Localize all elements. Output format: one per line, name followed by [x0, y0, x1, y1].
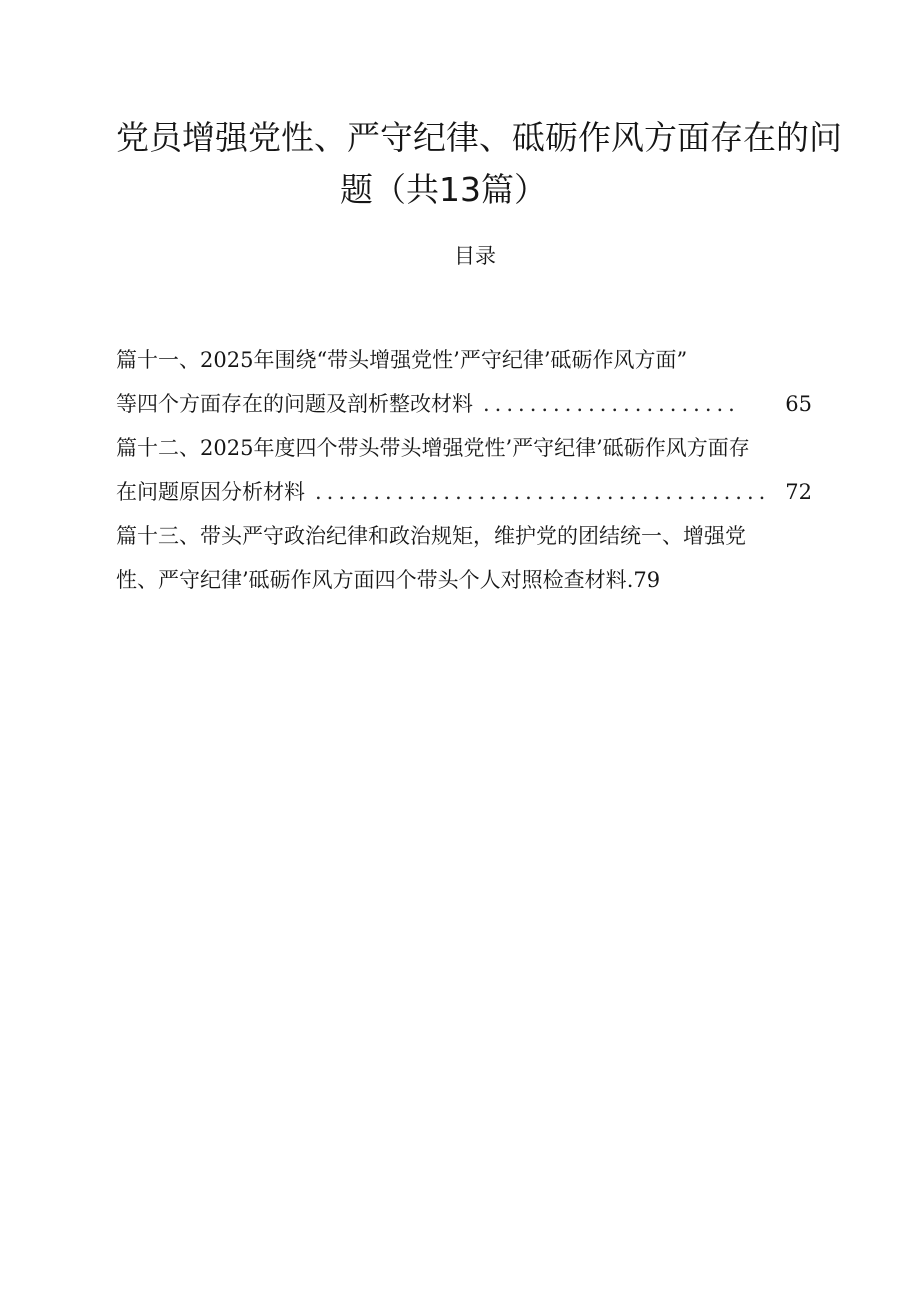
toc-leader-dots: ....................................... [315, 480, 771, 504]
toc-entry-title-cont: 在问题原因分析材料 [116, 480, 305, 504]
table-of-contents [116, 338, 812, 602]
toc-page-number: 72 [785, 480, 812, 504]
title-line-1: 党员增强党性、严守纪律、砥砺作风方面存在的问 [116, 118, 842, 157]
toc-page-number: 65 [785, 392, 812, 416]
toc-entry-13[interactable] [116, 514, 812, 602]
title-line-2: 题（共13篇） [340, 170, 547, 209]
toc-entry-line [116, 470, 812, 514]
toc-leader-dots: ...................... [483, 392, 740, 416]
toc-heading: 目录 [454, 244, 496, 268]
toc-entry-line [116, 514, 812, 558]
toc-entry-line [116, 338, 812, 382]
toc-entry-line [116, 382, 812, 426]
toc-leader-dots: . [626, 568, 634, 592]
toc-entry-title-cont: 等四个方面存在的问题及剖析整改材料 [116, 392, 473, 416]
toc-entry-title: 篇十二、2025年度四个带头带头增强党性’严守纪律’砥砺作风方面存 [116, 436, 750, 460]
toc-page-number: 79 [633, 568, 661, 592]
toc-entry-title: 篇十三、带头严守政治纪律和政治规矩，维护党的团结统一、增强党 [116, 524, 746, 548]
toc-entry-title-cont: 性、严守纪律’砥砺作风方面四个带头个人对照检查材料 [116, 568, 627, 592]
toc-entry-line [116, 426, 812, 470]
toc-entry-11[interactable] [116, 338, 812, 426]
document-title [100, 112, 840, 216]
toc-entry-title: 篇十一、2025年围绕“带头增强党性’严守纪律’砥砺作风方面” [116, 348, 688, 372]
toc-entry-line [116, 558, 812, 602]
toc-entry-12[interactable] [116, 426, 812, 514]
